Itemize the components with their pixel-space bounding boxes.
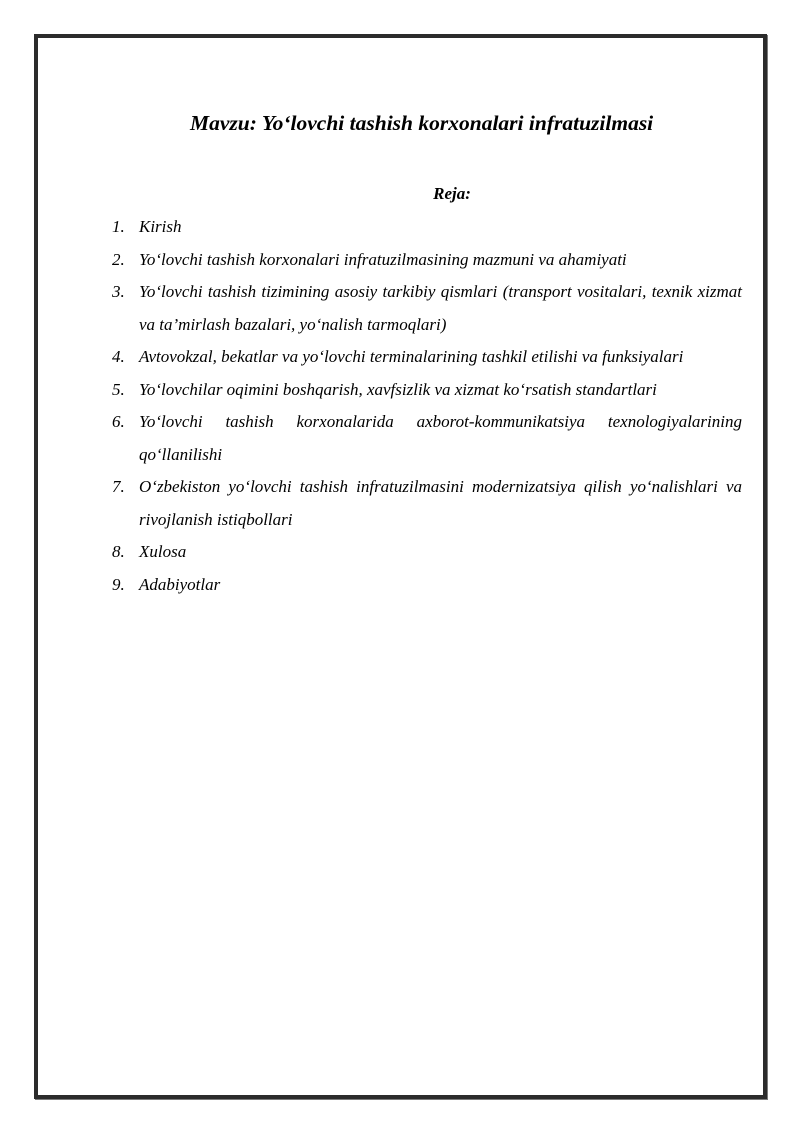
plan-item-number: 1. — [112, 217, 125, 236]
plan-item-number: 7. — [112, 477, 125, 496]
plan-item-text: Kirish — [139, 217, 182, 236]
plan-item-text: O‘zbekiston yo‘lovchi tashish infratuzilmasini modernizatsiya qilish yo‘nalishlari va rivojlanish istiqbollari — [139, 477, 742, 529]
plan-item — [112, 341, 742, 374]
plan-item — [112, 536, 742, 569]
plan-list — [112, 211, 742, 601]
plan-item — [112, 374, 742, 407]
plan-item — [112, 569, 742, 602]
plan-item — [112, 406, 742, 471]
plan-item-text: Yo‘lovchi tashish korxonalari infratuzilmasining mazmuni va ahamiyati — [139, 249, 627, 269]
plan-item — [112, 471, 742, 536]
plan-item-text: Adabiyotlar — [139, 574, 221, 594]
plan-item — [112, 244, 742, 277]
plan-item-number: 4. — [112, 347, 125, 366]
plan-item-number: 5. — [112, 379, 125, 399]
document-title: Mavzu: Yo‘lovchi tashish korxonalari infratuzilmasi — [190, 111, 654, 135]
plan-item-number: 3. — [112, 282, 125, 301]
plan-item-text: Yo‘lovchilar oqimini boshqarish, xavfsizlik va xizmat ko‘rsatish standartlari — [139, 379, 657, 399]
plan-heading: Reja: — [433, 184, 471, 203]
plan-item — [112, 276, 742, 341]
plan-item-text: Yo‘lovchi tashish korxonalarida axborot-kommunikatsiya texnologiyalarining qo‘llanilishi — [139, 412, 742, 464]
plan-item-number: 2. — [112, 249, 125, 269]
plan-item-text: Xulosa — [139, 542, 187, 561]
plan-item-text: Yo‘lovchi tashish tizimining asosiy tarkibiy qismlari (transport vositalari, texnik xizmat va ta’mirlash bazalari, yo‘nalish tarmoqlari) — [139, 282, 742, 334]
plan-item — [112, 211, 742, 244]
plan-item-text: Avtovokzal, bekatlar va yo‘lovchi terminalarining tashkil etilishi va funksiyalari — [139, 347, 684, 366]
plan-item-number: 9. — [112, 574, 125, 594]
plan-item-number: 8. — [112, 542, 125, 561]
plan-item-number: 6. — [112, 412, 125, 431]
